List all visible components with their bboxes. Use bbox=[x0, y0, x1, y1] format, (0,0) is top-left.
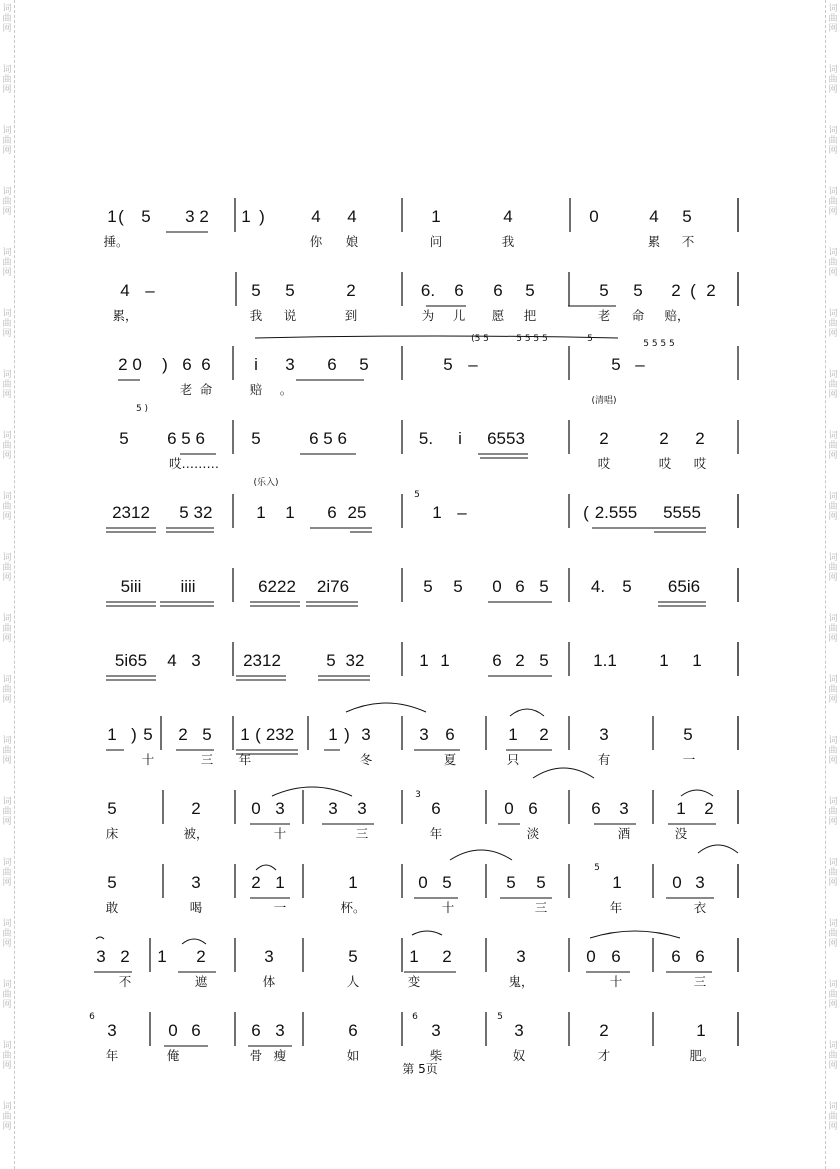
slur-arc bbox=[182, 939, 206, 944]
note-digit: 6 bbox=[528, 799, 538, 818]
slur-arc bbox=[256, 865, 276, 870]
watermark-text: 词 曲 网 bbox=[828, 4, 838, 34]
note-digit: 2 bbox=[442, 947, 452, 966]
note-digit: 1 bbox=[508, 725, 518, 744]
slur-arc bbox=[698, 845, 738, 853]
annotation-text: 6 bbox=[412, 1012, 418, 1022]
lyric-word: 十 bbox=[141, 752, 155, 767]
lyric-word: 把 bbox=[523, 308, 537, 323]
lyric-word: 喝 bbox=[189, 900, 203, 915]
note-digit: 2 bbox=[191, 799, 201, 818]
note-digit: 3 bbox=[264, 947, 274, 966]
note-digit: 5 bbox=[506, 873, 516, 892]
watermark-text: 词 曲 网 bbox=[828, 858, 838, 888]
annotation-text: 5 bbox=[497, 1012, 503, 1022]
watermark-text: 词 曲 网 bbox=[2, 126, 12, 156]
note-digit: 1 bbox=[275, 873, 285, 892]
note-digit: 2 bbox=[599, 429, 609, 448]
lyric-word: 赔， bbox=[664, 308, 690, 323]
note-digit: 1 bbox=[285, 503, 295, 522]
note-digit: 2.555 bbox=[594, 503, 638, 522]
lyric-word: 酒 bbox=[617, 826, 631, 841]
note-digit: 6 5 6 bbox=[309, 429, 347, 448]
annotation-text: 5 bbox=[587, 334, 593, 344]
note-digit: 3 bbox=[619, 799, 629, 818]
note-digit: 65i6 bbox=[667, 577, 701, 596]
lyric-word: 年 bbox=[238, 752, 252, 767]
note-digit: 4 bbox=[347, 207, 357, 226]
note-digit: 3 bbox=[96, 947, 106, 966]
note-digit: 1 bbox=[696, 1021, 706, 1040]
watermark-text: 词 曲 网 bbox=[828, 553, 838, 583]
note-digit: 5 bbox=[536, 873, 546, 892]
note-digit: 6 bbox=[191, 1021, 201, 1040]
note-digit: 4 bbox=[503, 207, 513, 226]
note-digit: 3 bbox=[107, 1021, 117, 1040]
note-digit: 0 bbox=[418, 873, 428, 892]
lyric-word: 命 bbox=[631, 308, 645, 323]
lyric-word: 鬼， bbox=[508, 974, 534, 989]
note-digit: 2 bbox=[671, 281, 681, 300]
watermark-text: 词 曲 网 bbox=[2, 248, 12, 278]
lyric-word: 你 bbox=[309, 234, 323, 249]
note-digit: 3 bbox=[695, 873, 705, 892]
note-digit: 0 bbox=[492, 577, 502, 596]
watermark-text: 词 曲 网 bbox=[2, 1102, 12, 1132]
note-digit: – bbox=[457, 503, 467, 522]
lyric-word: 哎 bbox=[693, 456, 707, 471]
watermark-text: 词 曲 网 bbox=[828, 187, 838, 217]
lyric-word: 捶。 bbox=[103, 234, 129, 249]
watermark-text: 词 曲 网 bbox=[828, 1102, 838, 1132]
slur-arc bbox=[450, 850, 512, 860]
note-digit: 5 bbox=[633, 281, 643, 300]
watermark-text: 词 曲 网 bbox=[2, 65, 12, 95]
watermark-text: 词 曲 网 bbox=[828, 126, 838, 156]
note-digit: 3 bbox=[191, 873, 201, 892]
note-digit: 6 bbox=[327, 503, 337, 522]
page-number: 第 5页 bbox=[402, 1062, 438, 1076]
note-digit: 3 bbox=[361, 725, 371, 744]
note-digit: 1.1 bbox=[593, 651, 617, 670]
note-digit: 2 bbox=[178, 725, 188, 744]
note-digit: 5 bbox=[141, 207, 151, 226]
lyric-word: 夏 bbox=[443, 752, 457, 767]
note-digit: 5i65 bbox=[114, 651, 148, 670]
lyric-word: 年 bbox=[105, 1048, 119, 1063]
watermark-text: 词 曲 网 bbox=[2, 1041, 12, 1071]
note-digit: 2 0 bbox=[118, 355, 142, 374]
note-digit: 1 bbox=[107, 207, 117, 226]
lyric-word: 命 bbox=[199, 382, 213, 397]
lyric-word: 。 bbox=[279, 382, 293, 397]
note-digit: 1 bbox=[432, 503, 442, 522]
lyric-word: 为 bbox=[421, 308, 435, 323]
lyric-word: 我 bbox=[501, 234, 515, 249]
note-digit: 6 bbox=[182, 355, 192, 374]
note-bracket: ( bbox=[583, 503, 589, 522]
lyric-word: 敢 bbox=[105, 900, 119, 915]
watermark-text: 词 曲 网 bbox=[2, 614, 12, 644]
watermark-text: 词 曲 网 bbox=[828, 797, 838, 827]
watermark-text: 词 曲 网 bbox=[2, 553, 12, 583]
lyric-word: 只 bbox=[506, 752, 520, 767]
lyric-word: 柴 bbox=[429, 1048, 443, 1063]
note-digit: 2 bbox=[695, 429, 705, 448]
annotation-text: 5 bbox=[414, 490, 420, 500]
annotation-text: (清唱) bbox=[591, 396, 617, 406]
note-digit: 3 bbox=[431, 1021, 441, 1040]
note-digit: 6 bbox=[591, 799, 601, 818]
note-digit: 25 bbox=[347, 503, 367, 522]
lyric-word: 儿 bbox=[452, 308, 466, 323]
note-digit: 5 bbox=[453, 577, 463, 596]
note-digit: 6 bbox=[695, 947, 705, 966]
watermark-text: 词 曲 网 bbox=[828, 980, 838, 1010]
note-digit: i bbox=[458, 429, 462, 448]
note-digit: 3 bbox=[328, 799, 338, 818]
note-digit: 1 bbox=[440, 651, 450, 670]
watermark-text: 词 曲 网 bbox=[828, 919, 838, 949]
note-digit: 6 bbox=[515, 577, 525, 596]
note-digit: 6222 bbox=[258, 577, 296, 596]
lyric-word: 老 bbox=[597, 308, 611, 323]
lyric-word: 到 bbox=[344, 308, 358, 323]
note-digit: 5 bbox=[348, 947, 358, 966]
note-digit: – bbox=[635, 355, 645, 374]
note-digit: 3 2 bbox=[185, 207, 209, 226]
watermark-text: 词 曲 网 bbox=[2, 919, 12, 949]
note-digit: 6 bbox=[671, 947, 681, 966]
note-digit: 5 bbox=[683, 725, 693, 744]
watermark-text: 词 曲 网 bbox=[2, 797, 12, 827]
watermark-text: 词 曲 网 bbox=[2, 858, 12, 888]
slur-arc bbox=[255, 336, 618, 338]
note-digit: 4 bbox=[120, 281, 130, 300]
note-digit: 5 bbox=[539, 651, 549, 670]
slur-arc bbox=[346, 703, 426, 712]
note-bracket: ( bbox=[690, 281, 696, 300]
slur-arc bbox=[681, 790, 713, 796]
lyric-word: 杯。 bbox=[340, 900, 366, 915]
watermark-text: 词 曲 网 bbox=[2, 675, 12, 705]
annotation-text: 3 bbox=[415, 790, 421, 800]
watermark-text: 词 曲 网 bbox=[2, 431, 12, 461]
note-digit: 4 bbox=[167, 651, 177, 670]
note-digit: 3 bbox=[275, 1021, 285, 1040]
note-digit: 5 bbox=[539, 577, 549, 596]
note-digit: 1 bbox=[240, 725, 250, 744]
slur-arc bbox=[533, 768, 594, 778]
note-digit: 232 bbox=[265, 725, 295, 744]
note-digit: 5. bbox=[418, 429, 434, 448]
watermark-text: 词 曲 网 bbox=[828, 675, 838, 705]
note-digit: 5 bbox=[326, 651, 336, 670]
note-digit: 32 bbox=[193, 503, 213, 522]
watermark-text: 词 曲 网 bbox=[828, 309, 838, 339]
lyric-word: 哎……… bbox=[168, 456, 220, 471]
lyric-word: 冬 bbox=[359, 752, 373, 767]
lyric-word: 哎 bbox=[658, 456, 672, 471]
note-digit: 5 bbox=[443, 355, 453, 374]
lyric-word: 赔 bbox=[249, 382, 263, 397]
lyric-word: 被， bbox=[183, 826, 209, 841]
note-digit: 5 bbox=[622, 577, 632, 596]
note-bracket: ) bbox=[344, 725, 350, 744]
note-digit: 5 bbox=[682, 207, 692, 226]
note-digit: 2 bbox=[704, 799, 714, 818]
note-digit: 0 bbox=[589, 207, 599, 226]
note-digit: 6 bbox=[251, 1021, 261, 1040]
note-digit: 1 bbox=[612, 873, 622, 892]
note-digit: 0 bbox=[251, 799, 261, 818]
watermark-text: 词 曲 网 bbox=[2, 309, 12, 339]
note-digit: 3 bbox=[191, 651, 201, 670]
note-digit: 0 bbox=[168, 1021, 178, 1040]
note-digit: 1 bbox=[692, 651, 702, 670]
watermark-text: 词 曲 网 bbox=[2, 980, 12, 1010]
watermark-text: 词 曲 网 bbox=[2, 370, 12, 400]
note-digit: 3 bbox=[516, 947, 526, 966]
note-digit: 4. bbox=[590, 577, 606, 596]
lyric-word: 衣 bbox=[693, 900, 707, 915]
note-digit: 0 bbox=[504, 799, 514, 818]
note-digit: 2312 bbox=[243, 651, 281, 670]
note-bracket: ) bbox=[131, 725, 137, 744]
note-digit: 6 bbox=[327, 355, 337, 374]
watermark-text: 词 曲 网 bbox=[2, 736, 12, 766]
lyric-word: 人 bbox=[346, 974, 360, 989]
note-digit: 2312 bbox=[112, 503, 150, 522]
lyric-word: 才 bbox=[597, 1048, 611, 1063]
note-digit: 0 bbox=[672, 873, 682, 892]
note-bracket: ) bbox=[162, 355, 168, 374]
note-digit: 5 bbox=[423, 577, 433, 596]
lyric-word: 愿 bbox=[491, 308, 505, 323]
watermark-text: 词 曲 网 bbox=[828, 248, 838, 278]
note-bracket: ( bbox=[255, 725, 261, 744]
note-digit: i bbox=[254, 355, 258, 374]
lyric-word: 累 bbox=[647, 234, 661, 249]
lyric-word: 问 bbox=[429, 234, 443, 249]
watermark-text: 词 曲 网 bbox=[828, 431, 838, 461]
watermark-text: 词 曲 网 bbox=[828, 65, 838, 95]
note-digit: 5 bbox=[143, 725, 153, 744]
lyric-word: 一 bbox=[273, 900, 287, 915]
lyric-word: 年 bbox=[609, 900, 623, 915]
note-digit: 6 bbox=[611, 947, 621, 966]
lyric-word: 十 bbox=[609, 974, 623, 989]
note-digit: 1 bbox=[241, 207, 251, 226]
lyric-word: 有 bbox=[597, 752, 611, 767]
note-digit: 6 bbox=[454, 281, 464, 300]
note-digit: 6553 bbox=[487, 429, 525, 448]
lyric-word: 床 bbox=[105, 826, 119, 841]
note-digit: 3 bbox=[285, 355, 295, 374]
note-digit: 2 bbox=[599, 1021, 609, 1040]
note-digit: 1 bbox=[431, 207, 441, 226]
lyric-word: 娘 bbox=[345, 234, 359, 249]
note-digit: 1 bbox=[107, 725, 117, 744]
note-digit: 3 bbox=[599, 725, 609, 744]
note-digit: – bbox=[468, 355, 478, 374]
note-digit: 6 bbox=[445, 725, 455, 744]
annotation-text: (乐入) bbox=[253, 478, 279, 488]
note-digit: 6 bbox=[493, 281, 503, 300]
note-digit: 1 bbox=[676, 799, 686, 818]
lyric-word: 肥。 bbox=[689, 1048, 715, 1063]
lyric-word: 瘦 bbox=[273, 1048, 287, 1063]
note-digit: 5 bbox=[251, 281, 261, 300]
note-digit: 5 bbox=[599, 281, 609, 300]
note-digit: 6. bbox=[420, 281, 436, 300]
annotation-text: 5 5 5 5 bbox=[643, 339, 675, 349]
annotation-text: 6 bbox=[89, 1012, 95, 1022]
note-digit: 5 bbox=[442, 873, 452, 892]
watermark-text: 词 曲 网 bbox=[2, 492, 12, 522]
note-digit: 1 bbox=[256, 503, 266, 522]
note-digit: 1 bbox=[157, 947, 167, 966]
annotation-text: 5 bbox=[594, 863, 600, 873]
note-bracket: ) bbox=[259, 207, 265, 226]
slur-arc bbox=[412, 931, 442, 935]
note-digit: – bbox=[145, 281, 155, 300]
lyric-word: 不 bbox=[118, 974, 132, 989]
note-digit: 5 bbox=[359, 355, 369, 374]
lyric-word: 三 bbox=[355, 826, 369, 841]
note-digit: 3 bbox=[514, 1021, 524, 1040]
note-digit: 6 5 6 bbox=[167, 429, 205, 448]
note-digit: 4 bbox=[311, 207, 321, 226]
watermark-text: 词 曲 网 bbox=[828, 370, 838, 400]
note-digit: 6 bbox=[201, 355, 211, 374]
watermark-text: 词 曲 网 bbox=[828, 492, 838, 522]
lyric-word: 奴 bbox=[512, 1048, 526, 1063]
note-digit: 6 bbox=[348, 1021, 358, 1040]
note-digit: 2 bbox=[539, 725, 549, 744]
note-digit: 5 bbox=[107, 873, 117, 892]
note-digit: 1 bbox=[409, 947, 419, 966]
note-digit: 5555 bbox=[663, 503, 701, 522]
lyric-word: 三 bbox=[693, 974, 707, 989]
watermark-text: 词 曲 网 bbox=[828, 1041, 838, 1071]
watermark-text: 词 曲 网 bbox=[2, 4, 12, 34]
note-digit: 5 bbox=[611, 355, 621, 374]
note-digit: 32 bbox=[345, 651, 365, 670]
note-digit: 2 bbox=[251, 873, 261, 892]
note-digit: 5 bbox=[251, 429, 261, 448]
lyric-word: 我 bbox=[249, 308, 263, 323]
lyric-word: 三 bbox=[200, 752, 214, 767]
note-digit: 5 bbox=[179, 503, 189, 522]
note-digit: 5 bbox=[525, 281, 535, 300]
lyric-word: 说 bbox=[283, 308, 297, 323]
note-digit: 2 bbox=[196, 947, 206, 966]
note-bracket: ( bbox=[118, 207, 124, 226]
lyric-word: 三 bbox=[534, 900, 548, 915]
annotation-text: 5 5 5 5 bbox=[516, 334, 548, 344]
lyric-word: 俺 bbox=[166, 1048, 180, 1063]
lyric-word: 骨 bbox=[249, 1048, 263, 1063]
note-digit: 1 bbox=[659, 651, 669, 670]
note-digit: 2 bbox=[515, 651, 525, 670]
note-digit: 5 bbox=[119, 429, 129, 448]
annotation-text: (5 5 bbox=[471, 334, 489, 344]
watermark-text: 词 曲 网 bbox=[2, 187, 12, 217]
lyric-word: 老 bbox=[179, 382, 193, 397]
lyric-word: 不 bbox=[681, 234, 695, 249]
watermark-text: 词 曲 网 bbox=[828, 736, 838, 766]
note-digit: 1 bbox=[348, 873, 358, 892]
slur-arc bbox=[590, 931, 680, 938]
note-digit: 2 bbox=[659, 429, 669, 448]
slur-arc bbox=[272, 787, 352, 796]
note-digit: 5 bbox=[202, 725, 212, 744]
lyric-word: 年 bbox=[429, 826, 443, 841]
note-digit: 2i76 bbox=[316, 577, 350, 596]
note-digit: 6 bbox=[492, 651, 502, 670]
lyric-word: 遮 bbox=[194, 974, 208, 989]
lyric-word: 变 bbox=[407, 974, 421, 989]
note-digit: 5iii bbox=[120, 577, 142, 596]
note-digit: 3 bbox=[357, 799, 367, 818]
note-digit: 1 bbox=[328, 725, 338, 744]
lyric-word: 一 bbox=[682, 752, 696, 767]
lyric-word: 累， bbox=[112, 308, 138, 323]
watermark-text: 词 曲 网 bbox=[828, 614, 838, 644]
lyric-word: 哎 bbox=[597, 456, 611, 471]
lyric-word: 淡 bbox=[526, 826, 540, 841]
note-digit: 4 bbox=[649, 207, 659, 226]
lyric-word: 十 bbox=[273, 826, 287, 841]
note-digit: 6 bbox=[431, 799, 441, 818]
note-digit: 2 bbox=[346, 281, 356, 300]
slur-arc bbox=[510, 709, 544, 716]
note-digit: iiii bbox=[180, 577, 196, 596]
lyric-word: 如 bbox=[346, 1048, 360, 1063]
note-digit: 2 bbox=[120, 947, 130, 966]
note-digit: 0 bbox=[586, 947, 596, 966]
note-digit: 3 bbox=[275, 799, 285, 818]
note-digit: 5 bbox=[107, 799, 117, 818]
lyric-word: 体 bbox=[262, 974, 276, 989]
note-digit: 2 bbox=[706, 281, 716, 300]
note-digit: 1 bbox=[419, 651, 429, 670]
lyric-word: 十 bbox=[441, 900, 455, 915]
note-digit: 3 bbox=[419, 725, 429, 744]
annotation-text: 5 ) bbox=[135, 404, 149, 414]
lyric-word: 没 bbox=[674, 826, 688, 841]
note-digit: 5 bbox=[285, 281, 295, 300]
slur-arc bbox=[96, 937, 104, 939]
